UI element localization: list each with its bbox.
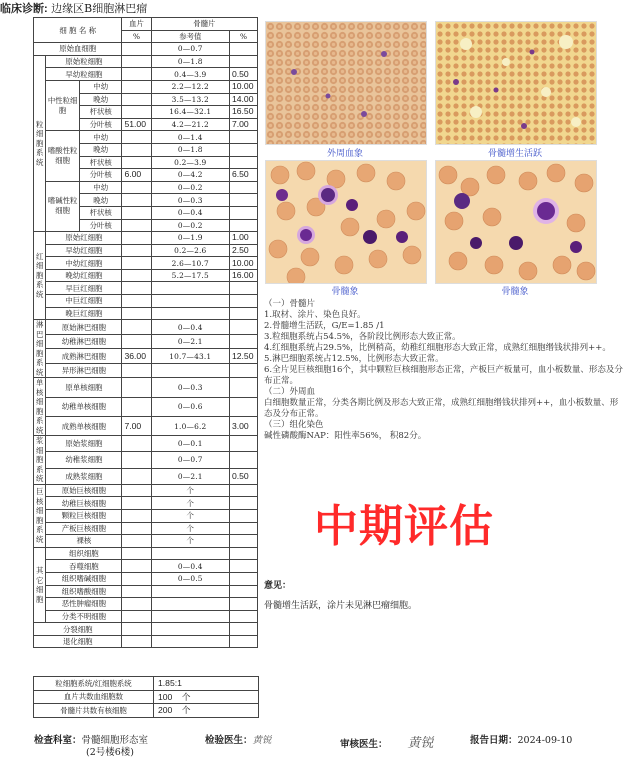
diagnosis-label: 临床诊断: [0, 3, 48, 15]
group-neutrophil: 中性粒细胞 [46, 80, 80, 130]
table-row [34, 68, 258, 81]
blood-value [122, 43, 151, 56]
ref-value: 4.2—21.2 [151, 118, 229, 131]
group-other: 其它细胞 [34, 547, 46, 623]
report-line: 4.红细胞系统占29.5%，比例稍高，幼稚红细胞形态大致正常，成熟红细胞缗钱状排列++。 [264, 343, 611, 353]
table-row [34, 598, 258, 611]
blood-value [122, 131, 151, 144]
cell-name: 组织细胞 [46, 547, 122, 560]
table-row [34, 468, 258, 484]
ref-value [151, 585, 229, 598]
bm-value: 14.00 [229, 93, 257, 106]
blood-value [122, 560, 151, 573]
blood-value [122, 257, 151, 270]
cell-name: 退化细胞 [34, 635, 122, 648]
bm-value [229, 509, 257, 522]
cell-name: 分裂细胞 [34, 623, 122, 636]
table-row [34, 452, 258, 468]
ref-value: 0—1.8 [151, 143, 229, 156]
bm-value [229, 334, 257, 349]
header-ref: 参考值 [151, 30, 229, 43]
ref-value: 0—0.4 [151, 560, 229, 573]
blood-value: 36.00 [122, 349, 151, 364]
ratio-value: 1.85:1 [154, 677, 259, 691]
header-bm: 骨髓片 [151, 18, 257, 31]
ref-value: 3.5—13.2 [151, 93, 229, 106]
diagnosis-line [0, 0, 630, 16]
bm-value: 10.00 [229, 80, 257, 93]
bm-value [229, 452, 257, 468]
report-line: 1.取材、涂片、染色良好。 [264, 310, 366, 320]
blood-value [122, 269, 151, 282]
bm-value [229, 143, 257, 156]
blood-value [122, 509, 151, 522]
bm-value: 6.50 [229, 169, 257, 182]
table-row [34, 307, 258, 320]
summary-row [34, 677, 259, 691]
table-row [34, 378, 258, 397]
ref-value: 2.6—10.7 [151, 257, 229, 270]
blood-value [122, 610, 151, 623]
blood-value [122, 363, 151, 378]
cell-name: 异形淋巴细胞 [46, 363, 122, 378]
ref-value [151, 363, 229, 378]
cell-name: 组织嗜碱细胞 [46, 572, 122, 585]
blood-value [122, 93, 151, 106]
group-erythroid: 红细胞系统 [34, 232, 46, 320]
table-row [34, 282, 258, 295]
bm-value [229, 572, 257, 585]
ref-value: 0—0.2 [151, 181, 229, 194]
group-mega: 巨核细胞系统 [34, 484, 46, 547]
bm-value: 16.00 [229, 269, 257, 282]
blood-value [122, 585, 151, 598]
bm-count-label: 骨髓片共数有核细胞 [34, 704, 154, 718]
ref-value: 0—0.4 [151, 320, 229, 335]
group-plasma: 浆细胞系统 [34, 436, 46, 485]
blood-value [122, 497, 151, 510]
ref-value: 0—0.3 [151, 378, 229, 397]
table-row [34, 509, 258, 522]
cell-name: 分叶核 [79, 118, 122, 131]
report-text [264, 299, 624, 442]
table-row [34, 363, 258, 378]
blood-value [122, 106, 151, 119]
cell-name: 晚幼红细胞 [46, 269, 122, 282]
cell-name: 成熟浆细胞 [46, 468, 122, 484]
cell-name: 成熟淋巴细胞 [46, 349, 122, 364]
bm-value: 2.50 [229, 244, 257, 257]
ref-value: 个 [151, 497, 229, 510]
bm-value [229, 547, 257, 560]
table-row [34, 257, 258, 270]
blood-value: 7.00 [122, 416, 151, 435]
ref-value: 0—0.5 [151, 572, 229, 585]
summary-row [34, 704, 259, 718]
bm-value [229, 610, 257, 623]
doctor-signature: 黄锐 [252, 735, 272, 746]
ref-value: 0—2.1 [151, 468, 229, 484]
blood-count-label: 血片共数血细胞数 [34, 690, 154, 704]
table-row [34, 535, 258, 548]
ref-value [151, 610, 229, 623]
cell-name: 早幼粒细胞 [46, 68, 122, 81]
blood-value [122, 206, 151, 219]
cell-name: 中幼 [79, 131, 122, 144]
cell-name: 原始巨核细胞 [46, 484, 122, 497]
ref-value [151, 282, 229, 295]
blood-value [122, 55, 151, 68]
diagnosis-value: 边缘区B细胞淋巴瘤 [51, 2, 148, 15]
table-row [34, 522, 258, 535]
ref-value: 0—0.3 [151, 194, 229, 207]
table-row [34, 80, 258, 93]
dept-label: 检查科室： [34, 735, 82, 746]
caption-peripheral: 外周血象 [326, 149, 363, 159]
blood-value [122, 484, 151, 497]
bm-count-unit: 个 [181, 705, 191, 716]
blood-value [122, 522, 151, 535]
ref-value: 0.2—2.6 [151, 244, 229, 257]
cell-name: 原始浆细胞 [46, 436, 122, 452]
blood-value [122, 307, 151, 320]
report-line: 3.粒细胞系统占54.5%，各阶段比例形态大致正常。 [264, 332, 461, 342]
table-row [34, 635, 258, 648]
bm-value [229, 55, 257, 68]
bm-value [229, 219, 257, 232]
blood-value [122, 143, 151, 156]
bm-value [229, 378, 257, 397]
blood-value: 6.00 [122, 169, 151, 182]
report-line: 白细胞数量正常，分类各期比例及形态大致正常，成熟红细胞缗钱状排列++，血小板数量、形态及分布正常。 [264, 398, 619, 419]
bone-marrow-active-drawing [436, 22, 596, 144]
cell-name: 颗粒巨核细胞 [46, 509, 122, 522]
cell-name: 晚幼 [79, 93, 122, 106]
report-footer [0, 730, 630, 770]
summary-row [34, 690, 259, 704]
blood-value [122, 181, 151, 194]
bm-value: 0.50 [229, 68, 257, 81]
group-lymph: 淋巴细胞系统 [34, 320, 46, 378]
table-row [34, 484, 258, 497]
ref-value: 0—0.6 [151, 397, 229, 416]
cell-name: 晚幼 [79, 143, 122, 156]
cell-name: 晚幼 [79, 194, 122, 207]
bm-value [229, 181, 257, 194]
ref-value: 2.2—12.2 [151, 80, 229, 93]
table-row [34, 181, 258, 194]
table-row [34, 547, 258, 560]
header-blood: 血片 [122, 18, 151, 31]
header-cell-name: 细 胞 名 称 [34, 18, 122, 43]
table-row [34, 244, 258, 257]
header-row [34, 18, 258, 31]
group-mono: 单核细胞系统 [34, 378, 46, 436]
ref-value: 0—0.7 [151, 43, 229, 56]
report-line: 碱性磷酸酶NAP：阳性率56%， 积82分。 [264, 431, 427, 441]
cell-name: 恶性肿瘤细胞 [46, 598, 122, 611]
blood-value [122, 244, 151, 257]
ref-value: 0—4.2 [151, 169, 229, 182]
bm-value [229, 560, 257, 573]
ref-value: 0—2.1 [151, 334, 229, 349]
blood-value [122, 295, 151, 308]
blood-value [122, 378, 151, 397]
ref-value: 0—1.8 [151, 55, 229, 68]
cell-name: 幼稚巨核细胞 [46, 497, 122, 510]
blood-value [122, 535, 151, 548]
table-row [34, 560, 258, 573]
blood-value [122, 232, 151, 245]
ref-value [151, 547, 229, 560]
bm-value: 0.50 [229, 468, 257, 484]
ref-value: 个 [151, 535, 229, 548]
blood-count-value: 100 [158, 691, 173, 702]
cell-name: 晚巨红细胞 [46, 307, 122, 320]
reviewer-signature: 黄锐 [407, 736, 434, 751]
cell-name: 产板巨核细胞 [46, 522, 122, 535]
blood-value [122, 219, 151, 232]
ref-value: 0.2—3.9 [151, 156, 229, 169]
cell-name: 早幼红细胞 [46, 244, 122, 257]
caption-bm-2: 骨髓象 [501, 287, 529, 297]
bm-value [229, 397, 257, 416]
table-row [34, 572, 258, 585]
ratio-label: 粒细胞系统/红细胞系统 [34, 677, 154, 691]
blood-value [122, 156, 151, 169]
bm-value [229, 497, 257, 510]
report-line: （三）组化染色 [264, 420, 324, 430]
cell-name: 分叶核 [79, 169, 122, 182]
blood-value [122, 436, 151, 452]
caption-bm-active: 骨髓增生活跃 [487, 149, 542, 159]
bm-value [229, 43, 257, 56]
cell-name: 幼稚淋巴细胞 [46, 334, 122, 349]
ref-value: 0—0.7 [151, 452, 229, 468]
opinion-title: 意见： [264, 581, 292, 591]
blood-value [122, 334, 151, 349]
table-row [34, 585, 258, 598]
summary-table [33, 676, 259, 718]
ref-value: 10.7—43.1 [151, 349, 229, 364]
blood-value [122, 194, 151, 207]
cell-name: 早巨红细胞 [46, 282, 122, 295]
report-date: 2024-09-10 [517, 735, 573, 746]
cell-name: 杆状核 [79, 206, 122, 219]
bm-value: 1.00 [229, 232, 257, 245]
bm-value [229, 307, 257, 320]
ref-value: 0—0.1 [151, 436, 229, 452]
ref-value: 1.0—6.2 [151, 416, 229, 435]
report-line: （二）外周血 [264, 387, 316, 397]
bm-value [229, 206, 257, 219]
ref-value [151, 295, 229, 308]
bone-marrow-image-2 [435, 160, 597, 284]
bm-value [229, 131, 257, 144]
header-percent: % [122, 30, 151, 43]
bone-marrow-drawing-2 [436, 161, 596, 283]
interim-assessment-stamp: 中期评估 [314, 501, 494, 552]
table-row [34, 295, 258, 308]
blood-value [122, 572, 151, 585]
report-line: 6.全片见巨核细胞16个，其中颗粒巨核细胞形态正常，产板巨产板量可，血小板数量、形态及分布正常。 [264, 365, 623, 386]
bm-value [229, 282, 257, 295]
table-row [34, 232, 258, 245]
blood-value [122, 468, 151, 484]
blood-count-unit: 个 [181, 691, 191, 702]
cell-name: 原始血细胞 [34, 43, 122, 56]
ref-value: 0—1.9 [151, 232, 229, 245]
blood-value [122, 68, 151, 81]
cell-name: 原始红细胞 [46, 232, 122, 245]
blood-value [122, 547, 151, 560]
bm-value [229, 585, 257, 598]
blood-value [122, 598, 151, 611]
cell-name: 原始粒细胞 [46, 55, 122, 68]
blood-value [122, 80, 151, 93]
ref-value: 0—1.4 [151, 131, 229, 144]
cell-name: 中巨红细胞 [46, 295, 122, 308]
bone-marrow-image-1 [265, 160, 427, 284]
bm-value [229, 363, 257, 378]
cell-name: 中幼 [79, 181, 122, 194]
table-row [34, 397, 258, 416]
cell-name: 中幼 [79, 80, 122, 93]
cell-name: 吞噬细胞 [46, 560, 122, 573]
dept-value: 骨髓细胞形态室 [81, 735, 149, 746]
blood-value [122, 320, 151, 335]
ref-value: 0.4—3.9 [151, 68, 229, 81]
table-row [34, 497, 258, 510]
peripheral-blood-image [265, 21, 427, 145]
ref-value: 0—0.4 [151, 206, 229, 219]
caption-bm-1: 骨髓象 [331, 287, 359, 297]
bm-value [229, 436, 257, 452]
cell-name: 分类不明细胞 [46, 610, 122, 623]
cell-name: 成熟单核细胞 [46, 416, 122, 435]
ref-value: 16.4—32.1 [151, 106, 229, 119]
bm-value [229, 194, 257, 207]
cell-name: 组织嗜酸细胞 [46, 585, 122, 598]
cell-name: 幼稚单核细胞 [46, 397, 122, 416]
bm-value [229, 598, 257, 611]
bone-marrow-drawing-1 [266, 161, 426, 283]
ref-value: 个 [151, 522, 229, 535]
reviewer-label: 审核医生： [340, 739, 388, 750]
bm-value [229, 320, 257, 335]
peripheral-blood-drawing [266, 22, 426, 144]
cell-count-table [33, 17, 258, 648]
table-row [34, 334, 258, 349]
ref-value [151, 598, 229, 611]
table-row [34, 416, 258, 435]
cell-name: 裸核 [46, 535, 122, 548]
ref-value: 个 [151, 509, 229, 522]
bone-marrow-active-image [435, 21, 597, 145]
ref-value: 0—0.2 [151, 219, 229, 232]
group-eosinophil: 嗜酸性粒细胞 [46, 131, 80, 181]
blood-value: 51.00 [122, 118, 151, 131]
table-row [34, 610, 258, 623]
cell-name: 幼稚浆细胞 [46, 452, 122, 468]
ref-value [151, 307, 229, 320]
date-label: 报告日期： [470, 735, 518, 746]
bm-value [229, 535, 257, 548]
cell-name: 中幼红细胞 [46, 257, 122, 270]
cell-name: 杆状核 [79, 106, 122, 119]
group-basophil: 嗜碱性粒细胞 [46, 181, 80, 231]
group-granulocyte: 粒细胞系统 [34, 55, 46, 231]
table-row [34, 623, 258, 636]
cell-name: 分叶核 [79, 219, 122, 232]
bm-count-value: 200 [158, 705, 173, 716]
report-line: 2.骨髓增生活跃，G/E=1.85 /1 [264, 321, 385, 331]
table-row [34, 349, 258, 364]
ref-value: 5.2—17.5 [151, 269, 229, 282]
bm-value [229, 522, 257, 535]
table-row [34, 43, 258, 56]
bm-value: 10.00 [229, 257, 257, 270]
ref-value: 个 [151, 484, 229, 497]
bm-value [229, 295, 257, 308]
bm-value: 12.50 [229, 349, 257, 364]
table-row [34, 131, 258, 144]
bm-value: 7.00 [229, 118, 257, 131]
bm-value: 3.00 [229, 416, 257, 435]
blood-value [122, 452, 151, 468]
header-percent-2: % [229, 30, 257, 43]
cell-name: 杆状核 [79, 156, 122, 169]
cell-name: 原始淋巴细胞 [46, 320, 122, 335]
bm-value: 16.50 [229, 106, 257, 119]
table-row [34, 320, 258, 335]
table-row [34, 269, 258, 282]
report-line: （一）骨髓片 [264, 299, 316, 309]
blood-value [122, 282, 151, 295]
doctor-label: 检验医生： [205, 735, 253, 746]
report-line: 5.淋巴细胞系统占12.5%，比例形态大致正常。 [264, 354, 444, 364]
cell-name: 原单核细胞 [46, 378, 122, 397]
bm-value [229, 484, 257, 497]
opinion-text: 骨髓增生活跃，涂片未见淋巴瘤细胞。 [264, 601, 418, 611]
table-row [34, 55, 258, 68]
blood-value [122, 397, 151, 416]
dept-floor: (2号楼6楼) [86, 747, 135, 758]
bm-value [229, 156, 257, 169]
table-row [34, 436, 258, 452]
